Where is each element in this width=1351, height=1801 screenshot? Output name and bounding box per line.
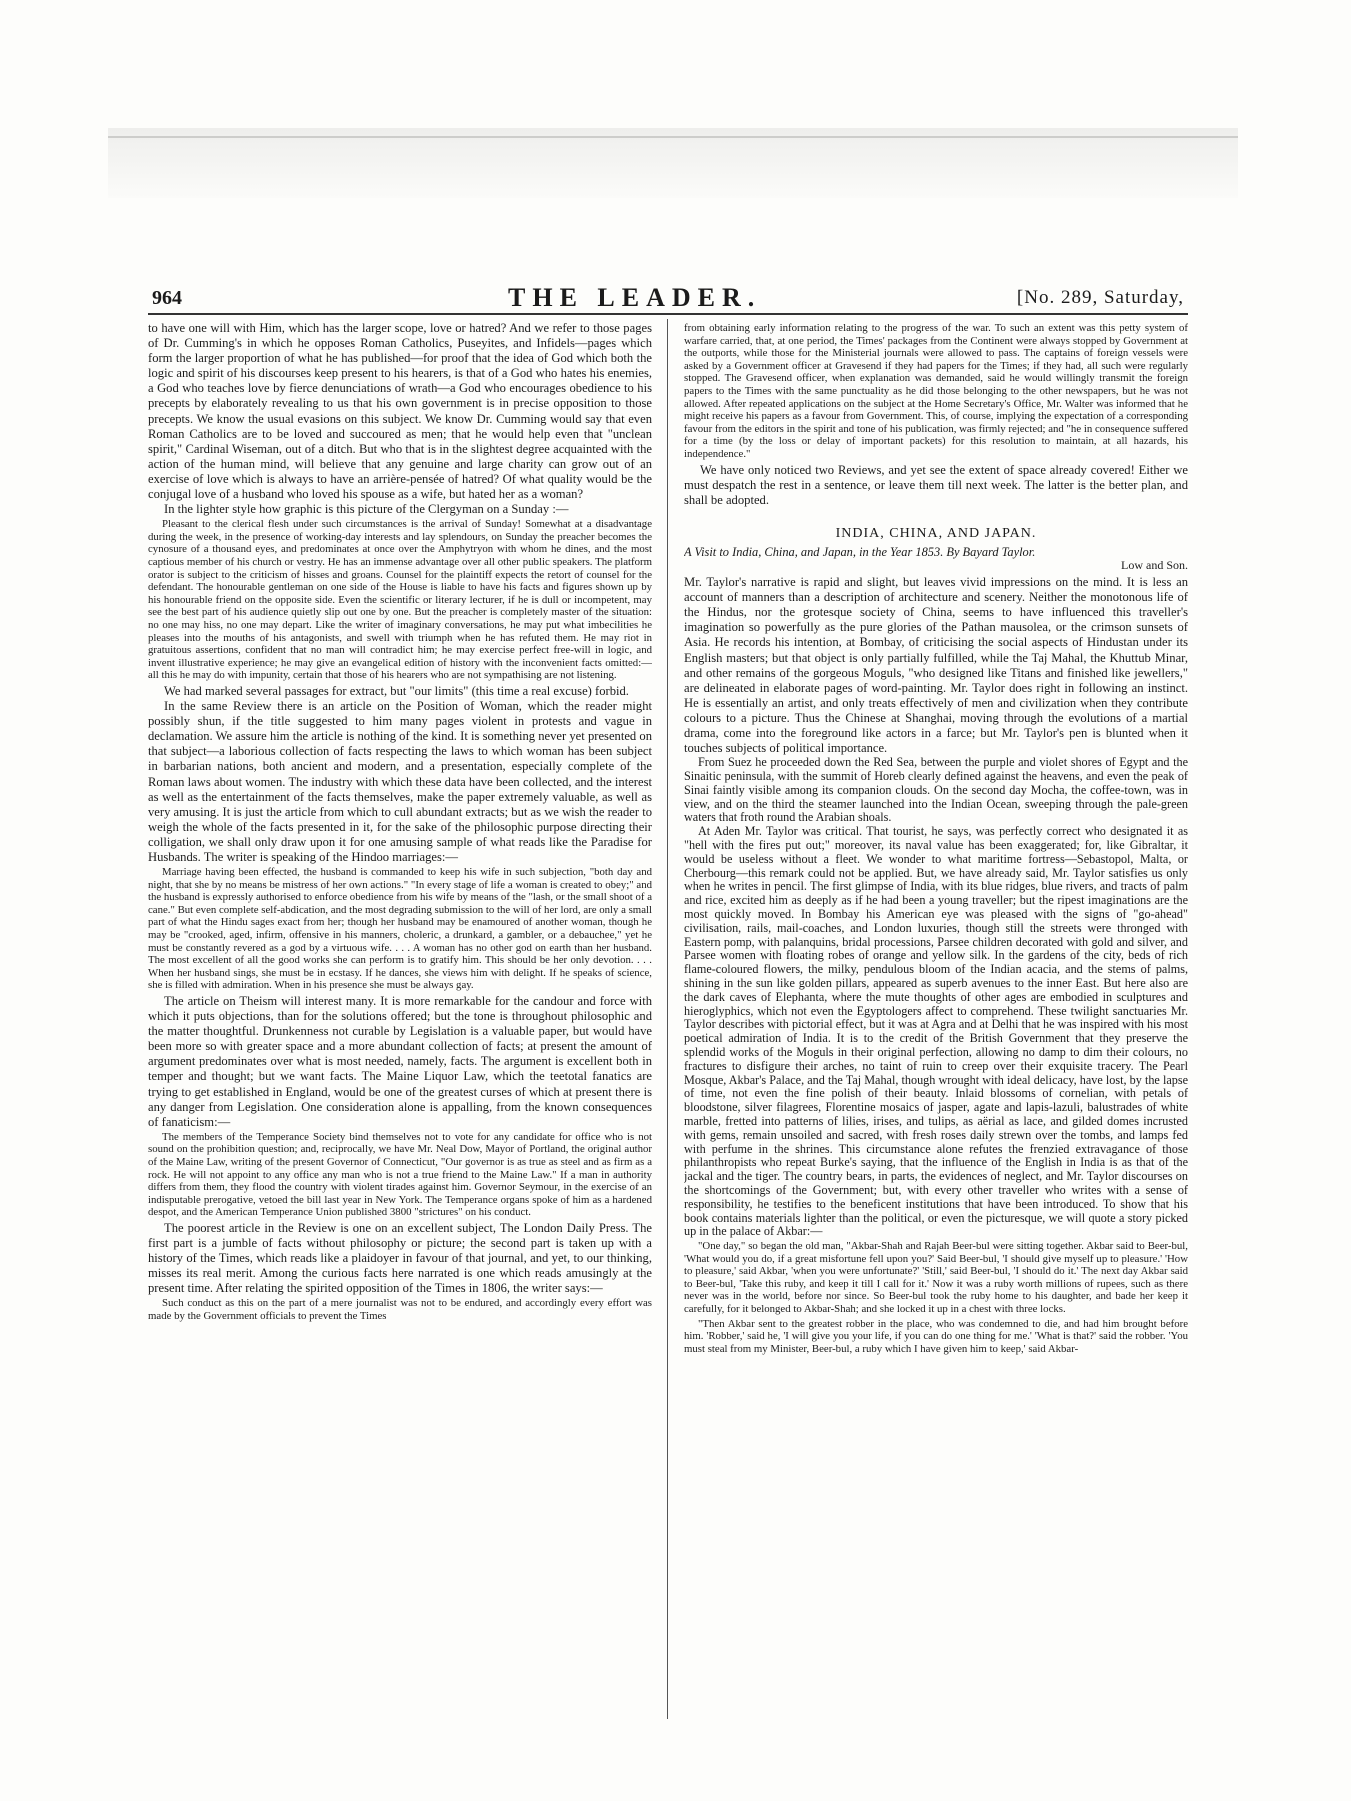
paragraph: We have only noticed two Reviews, and yet see the extent of space already covered! Either we must despatch the rest in a sentence, or leave them till next week. The latter is the better plan, and shall be adopted. <box>684 462 1188 507</box>
section-publisher: Low and Son. <box>1121 558 1188 572</box>
section-title: INDIA, CHINA, AND JAPAN. <box>835 525 1037 541</box>
paragraph: In the lighter style how graphic is this picture of the Clergyman on a Sunday :— <box>164 502 569 517</box>
block-quote: "One day," so began the old man, "Akbar-Shah and Rajah Beer-bul were sitting together. Akbar said to Beer-bul, 'What would you do, if a great misfortune fell upon you?' Said Beer-bul, 'I should give myself up to pleasure.' 'How to pleasure,' said Akbar, 'when you were unfortunate?' 'Still,' said Beer-bul, 'I should do it.' The next day Akbar said to Beer-bul, 'Take this ruby, and keep it till I call for it.' Now it was a ruby worth millions of rupees, such as there never was in the world, before nor since. So Beer-bul took the ruby home to his daughter, and bade her keep it carefully, for it belonged to Akbar-Shah; and she locked it up in a chest with three locks. <box>684 1240 1188 1316</box>
right-column <box>684 321 1188 1721</box>
left-column <box>148 321 652 1721</box>
block-quote: Such conduct as this on the part of a mere journalist was not to be endured, and accordingly every effort was made by the Government officials to prevent the Times <box>148 1297 652 1323</box>
paragraph: In the same Review there is an article on the Position of Woman, which the reader might possibly shun, if the title suggested to him many pages violent in protests and vague in declamation. We assure him the article is nothing of the kind. It is something never yet presented on that subject—a laborious collection of facts respecting the laws to which woman has been subject in barbarian nations, both ancient and modern, and a presentation, especially complete of the Roman laws about women. The industry with which these data have been collected, and the interest as well as the entertainment of the facts themselves, make the paper extremely valuable, as well as very amusing. It is just the article from which to cull abundant extracts; but as we wish the reader to weigh the whole of the facts presented in it, for the sake of the philosophic purpose directing their colligation, we shall only draw upon it for one amusing sample of what reads like the Paradise for Husbands. The writer is speaking of the Hindoo marriages:— <box>148 699 652 864</box>
block-quote: "Then Akbar sent to the greatest robber in the place, who was condemned to die, and had him brought before him. 'Robber,' said he, 'I will give you your life, if you can do one thing for me.' 'What is that?' said the robber. 'You must steal from my Minister, Beer-bul, a ruby which I have given him to keep,' said Akbar- <box>684 1317 1188 1355</box>
paragraph: The poorest article in the Review is one on an excellent subject, The London Daily Press. The first part is a jumble of facts without philosophy or picture; the second part is taken up with a history of the Times, which reads like a plaidoyer in favour of that journal, and yet, to our thinking, misses its real merit. Among the curious facts here narrated is one which reads amusingly at the present time. After relating the spirited opposition of the Times in 1806, the writer says:— <box>148 1221 652 1296</box>
newspaper-page <box>148 285 1188 1735</box>
section-subtitle: A Visit to India, China, and Japan, in the Year 1853. By Bayard Taylor. <box>684 544 1036 559</box>
block-quote: The members of the Temperance Society bind themselves not to vote for any candidate for office who is not sound on the prohibition question; and, reciprocally, we have Mr. Neal Dow, Mayor of Portland, the original author of the Maine Law, writing of the present Governor of Connecticut, "Our governor is as true as steel and as firm as a rock. He will not appoint to any office any man who is not a true friend to the Maine Law." If a man in authority differs from them, they flood the country with violent tirades against him. Governor Seymour, in the exercise of an indisputable prerogative, vetoed the bill last year in New York. The Temperance organs spoke of him as a hardened despot, and the American Temperance Union published 3800 "strictures" on his conduct. <box>148 1130 652 1219</box>
block-quote: Pleasant to the clerical flesh under such circumstances is the arrival of Sunday! Somewhat at a disadvantage during the week, in the presence of working-day interests and lay splendours, on Sunday the preacher becomes the cynosure of a thousand eyes, and predominates at once over the Amphytryon with whom he dines, and the most captious member of his church or vestry. He has an immense advantage over all other public speakers. The platform orator is subject to the criticism of hisses and groans. Counsel for the plaintiff expects the retort of counsel for the defendant. The honourable gentleman on one side of the House is liable to have his facts and figures shown up by his honourable friend on the opposite side. Even the scientific or literary lecturer, if he is dull or incompetent, may see the best part of his audience quietly slip out one by one. But the preacher is completely master of the situation: no one may hiss, no one may depart. Like the writer of imaginary conversations, he may put what imbecilities he pleases into the mouths of his antagonists, and swell with triumph when he has refuted them. He may riot in gratuitous assertions, confident that no man will contradict him; he may exercise perfect free-will in logic, and invent illustrative experience; he may give an evangelical edition of history with the inconvenient facts omitted:—all this he may do with impunity, certain that those of his hearers who are not sympathising are not listening. <box>148 518 652 682</box>
issue-number: [No. 289, Saturday, <box>1016 287 1184 308</box>
page-number: 964 <box>152 287 182 309</box>
paragraph: to have one will with Him, which has the larger scope, love or hatred? And we refer to those pages of Dr. Cumming's in which he opposes Roman Catholics, Puseyites, and Infidels—pages which form the larger proportion of what he has published—for proof that the idea of God which both the logic and spirit of his discourses keep present to his hearers, is that of a God who hates his enemies, a God who teaches love by fierce denunciations of wrath—a God who encourages obedience to his precepts by elaborately revealing to us that his own government is in precise opposition to those precepts. We know the usual evasions on this subject. We know Dr. Cumming would say that even Roman Catholics are to be loved and succoured as men; that he would help even that "unclean spirit," Cardinal Wiseman, out of a ditch. But who that is in the slightest degree acquainted with the action of the human mind, will believe that any genuine and large charity can grow out of an exercise of love which is always to have an arrière-pensée of hatred? Of what quality would be the conjugal love of a husband who loved his spouse as a wife, but hated her as a woman? <box>148 321 652 502</box>
paragraph: The article on Theism will interest many. It is more remarkable for the candour and force with which it puts objections, than for the solutions offered; but the tone is throughout philosophic and the matter thoughtful. Drunkenness not curable by Legislation is a valuable paper, but would have been more so with greater space and a more abundant collection of facts; at present the amount of argument predominates over what is most needed, namely, facts. The argument is excellent both in temper and thought; but we want facts. The Maine Liquor Law, which the teetotal fanatics are trying to get established in England, would be one of the greatest curses of which at present there is any danger from Legislation. One consideration alone is appalling, from the known consequences of fanaticism:— <box>148 994 652 1129</box>
paragraph: Mr. Taylor's narrative is rapid and slight, but leaves vivid impressions on the mind. It is less an account of manners than a description of architecture and scenery. Neither the monotonous life of the Hindus, nor the grotesque society of China, seems to have influenced this traveller's imagination so powerfully as the pure glories of the Pathan mausolea, or the crimson sunsets of Asia. He records his intention, at Bombay, of criticising the social aspects of Hindustan under its English masters; but that object is only partially fulfilled, while the Taj Mahal, the Khuttub Minar, and other remains of the gorgeous Moguls, "who designed like Titans and finished like jewellers," are delineated in elaborate pages of word-painting. Mr. Taylor does right in following an instinct. He is essentially an artist, and only treats effectively of men and civilization when they contribute colours to a picture. Thus the Chinese at Shanghai, moving through the evolutions of a martial drama, come into the foreground like actors in a farce; but Mr. Taylor's pen is blunted when it touches subjects of political importance. <box>684 575 1188 756</box>
paragraph: From Suez he proceeded down the Red Sea, between the purple and violet shores of Egypt and the Sinaitic peninsula, with the summit of Horeb clearly defined against the heavens, and even the peak of Sinai faintly visible among its companion clouds. On the second day Mocha, the coffee-town, was in view, and on the third the steamer launched into the Indian Ocean, sweeping through the pale-green waters that froth round the Arabian shoals. <box>684 755 1188 825</box>
column-divider <box>667 319 668 1719</box>
page-header <box>148 285 1188 315</box>
scan-artifact-band <box>108 128 1238 198</box>
paragraph: We had marked several passages for extract, but "our limits" (this time a real excuse) forbid. <box>164 683 629 698</box>
masthead-title: THE LEADER. <box>508 283 762 312</box>
block-quote: Marriage having been effected, the husband is commanded to keep his wife in such subjection, "both day and night, that she by no means be mistress of her own actions." "In every stage of life a woman is created to obey;" and the husband is expressly authorised to enforce obedience from his wife by means of the "lash, or the small shoot of a cane." But even complete self-abdication, and the most degrading submission to the will of her lord, are only a small part of what the Hindu sages exact from her; though her husband may be enamoured of another woman, though he may be "crooked, aged, infirm, offensive in his manners, choleric, a drunkard, a gambler, or a debauchee," yet he must be constantly revered as a god by a virtuous wife. . . . A woman has no other god on earth than her husband. The most excellent of all the good works she can perform is to gratify him. This should be her only devotion. . . . When her husband sings, she must be in ecstasy. If he dances, she views him with delight. If he speaks of science, she is filled with admiration. When in his presence she must be always gay. <box>148 866 652 992</box>
paragraph: At Aden Mr. Taylor was critical. That tourist, he says, was perfectly correct who designated it as "hell with the fires put out;" moreover, its naval value has been exaggerated; for, like Gibraltar, it would be useless without a fleet. We wonder to what maritime fortress—Sebastopol, Malta, or Cherbourg—this remark could not be applied. But, we have already said, Mr. Taylor satisfies us only when he writes in pencil. The first glimpse of India, with its blue ridges, blue rivers, and tracts of palm and rice, excited him as deeply as if he had been a young traveller; but the ripest imaginations are the most quickly moved. In Bombay his American eye was pleased with the signs of "go-ahead" civilisation, rails, mail-coaches, and London luxuries, though still the streets were thronged with Eastern pomp, with palanquins, bridal processions, Parsee children decorated with gold and silver, and Parsee women with floating robes of orange and yellow silk. In the gardens of the city, beds of rich flame-coloured flowers, the milky, pendulous bloom of the Indian acacia, and the stems of palms, shining in the sun like golden pillars, appeared as superb avenues to the inner East. But here also are the dark caves of Elephanta, where the mute thoughts of other ages are embodied in sculptures and hieroglyphics, which not even the Egyptologers affect to comprehend. These twilight sanctuaries Mr. Taylor describes with pictorial effect, but it was at Agra and at Delhi that he was inspired with his most poetical admiration of India. It is to the credit of the British Government that they preserve the splendid works of the Moguls in their original perfection, allowing no damp to dim their colours, no fractures to disfigure their arches, no taint of ruin to creep over their exquisite tracery. The Pearl Mosque, Akbar's Palace, and the Taj Mahal, though wrought with ideal delicacy, have lost, by the lapse of time, not even the fine polish of their beauty. Inlaid blossoms of cornelian, with petals of bloodstone, silver filagrees, Florentine mosaics of jasper, agate and lapis-lazuli, balustrades of white marble, fretted into patterns of lilies, irises, and tulips, as aërial as lace, and gilded domes incrusted with gems, remain unsoiled and sacred, with fresh roses daily strewn over the tombs, and lamps fed with perfume in the shrines. This circumstance alone refutes the frenzied extravagance of those philanthropists who repeat Burke's saying, that the influence of the English in India is as that of the jackal and the tiger. The country bears, in parts, the evidences of neglect, and Mr. Taylor discourses on the shortcomings of the Government; but, with every other traveller who writes with a sense of responsibility, he testifies to the beneficent institutions that have been introduced. To show that his book contains materials lighter than the political, or even the picturesque, we will quote a story picked up in the palace of Akbar:— <box>684 824 1188 1239</box>
block-quote: from obtaining early information relating to the progress of the war. To such an extent was this petty system of warfare carried, that, at one period, the Times' packages from the Continent were always stopped by Government at the outports, while those for the Ministerial journals were allowed to pass. The captains of foreign vessels were asked by a Government officer at Gravesend if they had papers for the Times; if they had, all such were regularly stopped. The Gravesend officer, when explanation was demanded, said he would willingly transmit the foreign papers to the Times with the same punctuality as he did those belonging to the other newspapers, but he was not allowed. After repeated applications on the subject at the Home Secretary's Office, Mr. Walter was informed that he might receive his papers as a favour from Government. This, of course, implying the expectation of a corresponding favour from the editors in the spirit and tone of his publication, was firmly rejected; and "he in consequence suffered for a time (by the loss or delay of important packets) for this resolution to maintain, at all hazards, his independence." <box>684 322 1188 460</box>
